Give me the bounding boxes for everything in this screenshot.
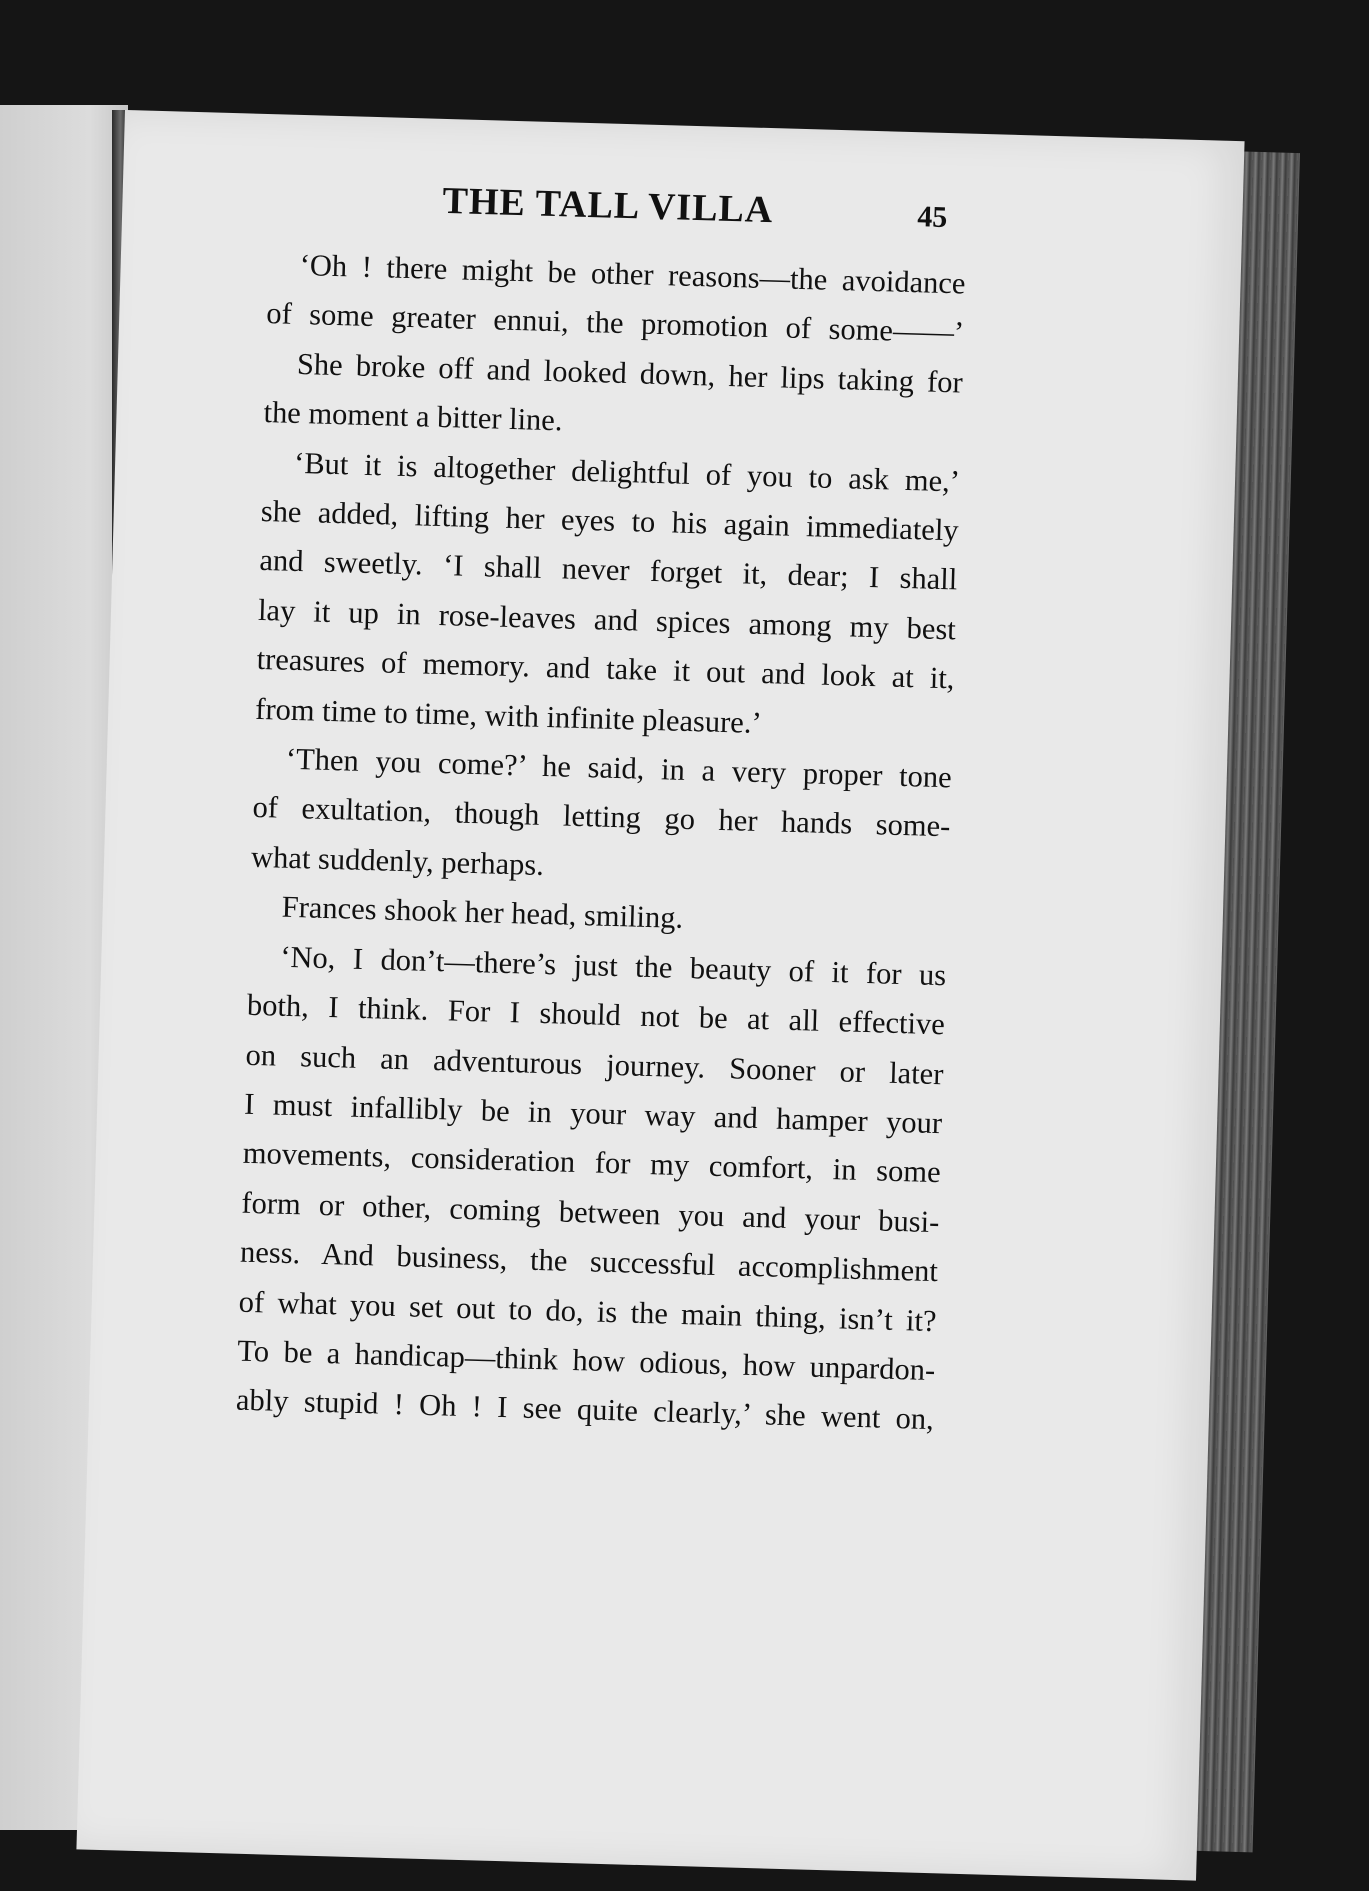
text-line: She broke off and looked down, her lips taking for — [296, 346, 964, 400]
page-number: 45 — [916, 200, 948, 234]
text-line: and sweetly. ‘I shall never forget it, dear; I shall — [259, 543, 958, 597]
text-line: both, I think. For I should not be at all effective — [246, 987, 946, 1042]
text-line: movements, consideration for my comfort, in some — [242, 1136, 942, 1190]
text-line: I must infallibly be in your way and hamper your — [243, 1086, 943, 1141]
book-page — [76, 110, 1244, 1881]
text-line: from time to time, with infinite pleasure.’ — [254, 691, 763, 740]
paragraph — [219, 733, 953, 902]
text-line: To be a handicap—think how odious, how unpardon- — [236, 1333, 936, 1388]
text-line: she added, lifting her eyes to his again immediately — [260, 493, 960, 548]
text-line: ‘No, I don’t—there’s just the beauty of it for us — [279, 939, 947, 992]
text-line: ‘Oh ! there might be other reasons—the avoidance — [299, 247, 966, 301]
text-line: Frances shook her head, smiling. — [281, 889, 684, 936]
paragraph — [203, 931, 947, 1445]
text-line: ‘But it is altogether delightful of you to ask me,’ — [293, 445, 961, 499]
body-text — [203, 239, 966, 1445]
text-line: the moment a bitter line. — [263, 395, 563, 438]
text-line: on such an adventurous journey. Sooner or later — [245, 1037, 944, 1091]
text-line: ‘Then you come?’ he said, in a very proper tone — [285, 741, 953, 795]
running-title: THE TALL VILLA — [441, 179, 774, 232]
text-line: of exultation, though letting go her hands some- — [252, 790, 951, 844]
text-line: lay it up in rose-leaves and spices among my best — [257, 592, 957, 647]
text-line: of some greater ennui, the promotion of some——’ — [265, 296, 965, 350]
text-line: form or other, coming between you and your busi- — [241, 1185, 940, 1239]
text-line: ness. And business, the successful accomplishment — [239, 1234, 939, 1289]
text-line: what suddenly, perhaps. — [250, 839, 545, 882]
text-line: of what you set out to do, is the main thing, isn’t it? — [238, 1284, 937, 1338]
page-text-block — [203, 173, 968, 1445]
text-line: ably stupid ! Oh ! I see quite clearly,’ she went on, — [235, 1382, 935, 1437]
page-header — [237, 173, 968, 245]
paragraph — [223, 437, 961, 754]
text-line: treasures of memory. and take it out and look at it, — [256, 642, 955, 696]
